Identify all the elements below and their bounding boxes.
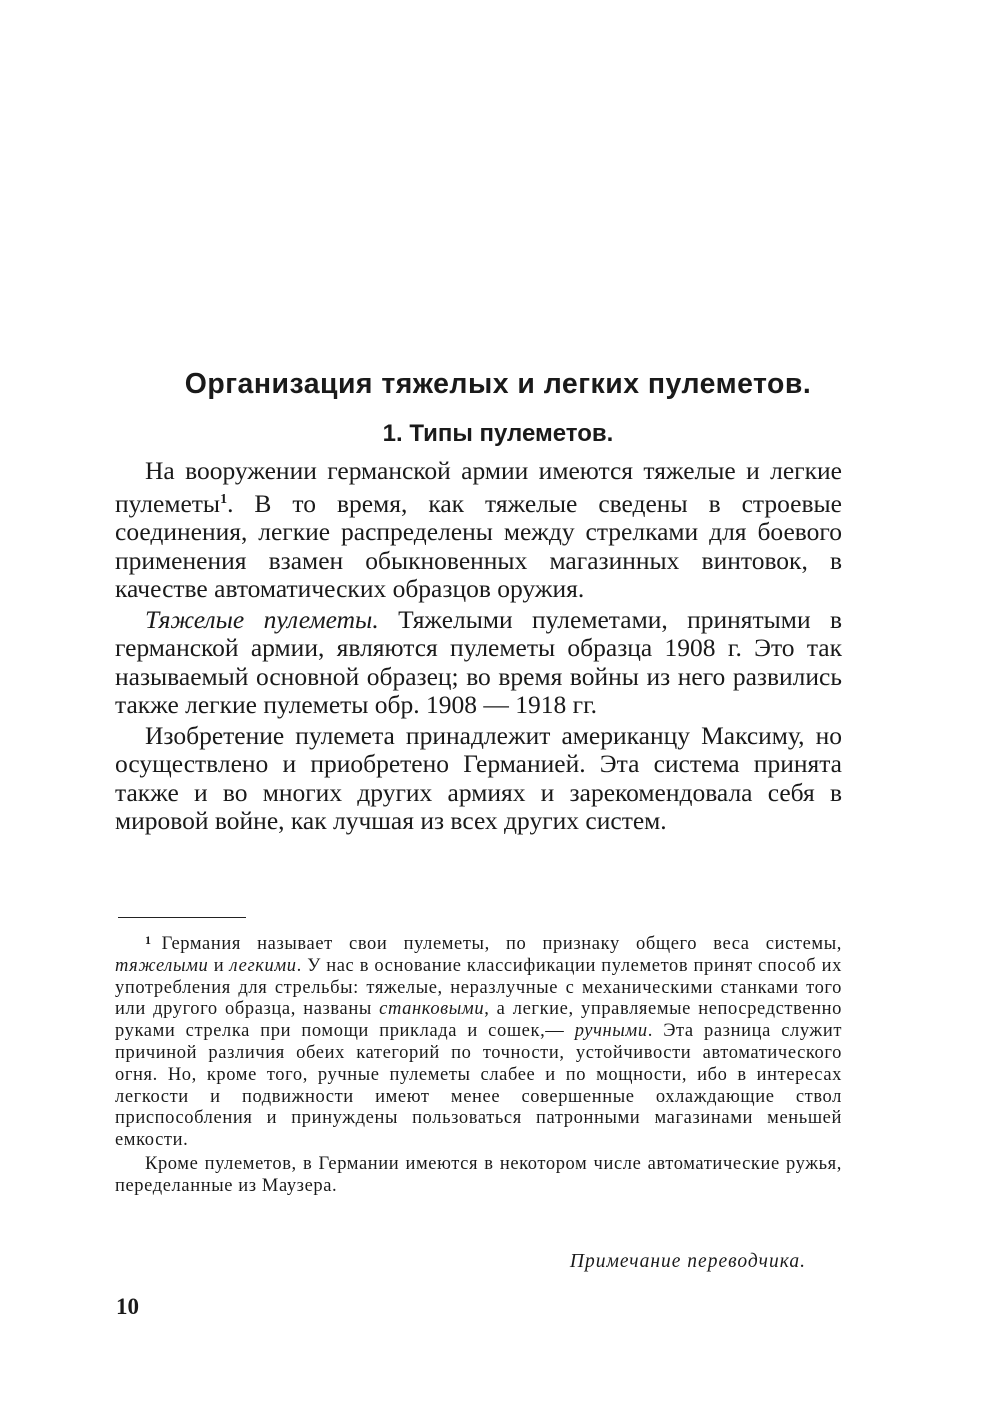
footnote-reference: 1	[220, 491, 228, 507]
footnote-emph-3: станковыми	[379, 999, 485, 1020]
footnote-text-4: , а легкие, управляемые непосредственно руками стрелка при помощи приклада и сошек,—	[115, 999, 842, 1042]
footnote-text-5: . Эта разница служит причиной различия обеих категорий по точности, устойчивости автоматического огня. Но, кроме того, ручные пулеметы слабее и по мощности, ибо в интересах легкости и подвижности имеют менее совершенные охлаждающие ствол приспособления и принуждены пользоваться патронными магазинами меньшей емкости.	[115, 1021, 843, 1151]
chapter-title: Организация тяжелых и легких пулеметов.	[184, 368, 812, 400]
paragraph-3: Изобретение пулемета принадлежит американцу Максиму, но осуществлено и приобретено Германией. Эта система принята также и во многих других армиях и зарекомендовала себя в мировой войне, как лучшая из всех других систем.	[115, 720, 842, 835]
paragraph-2-lead: Тяжелые пулеметы.	[145, 604, 379, 634]
footnote-mark: 1	[145, 933, 152, 947]
page-number: 10	[116, 1294, 139, 1319]
footnote-paragraph-2: Кроме пулеметов, в Германии имеются в некотором числе автоматические ружья, переделанные из Маузера.	[115, 1153, 842, 1196]
footnote-text-1: Германия называет свои пулеметы, по признаку общего веса системы,	[161, 934, 842, 954]
footnote-emph-2: легкими	[229, 955, 297, 976]
paragraph-2-text: Тяжелыми пулеметами, принятыми в германской армии, являются пулеметы образца 1908 г. Это так называемый основной образец; во время войны из него развились также легкие пулеметы обр. 1908 — 1918 гг.	[115, 604, 842, 719]
footnote-1	[115, 930, 842, 1152]
footnote-emph-1: тяжелыми	[115, 955, 209, 976]
footnote-block	[115, 930, 842, 1198]
paragraph-1-text-a: На вооружении германской армии имеются тяжелые и легкие пулеметы	[115, 456, 842, 518]
section-title: 1. Типы пулеметов.	[382, 420, 614, 447]
footnote-text-2: и	[208, 955, 230, 976]
footnote-divider	[118, 917, 246, 918]
paragraph-1-text-b: . В то время, как тяжелые сведены в строевые соединения, легкие распределены между стрелками для боевого применения взамен обыкновенных магазинных винтовок, в качестве автоматических образцов оружия.	[115, 488, 842, 603]
footnote-text-3: . У нас в основание классификации пулеметов принят способ их употребления для стрельбы: тяжелые, неразлучные с механическими станками того или другого образца, названы	[115, 955, 842, 1020]
main-text	[115, 457, 842, 838]
paragraph-1	[115, 457, 842, 604]
paragraph-2	[115, 606, 842, 720]
translator-note-signature: Примечание переводчика.	[569, 1251, 806, 1272]
footnote-emph-4: ручными	[574, 1021, 648, 1042]
